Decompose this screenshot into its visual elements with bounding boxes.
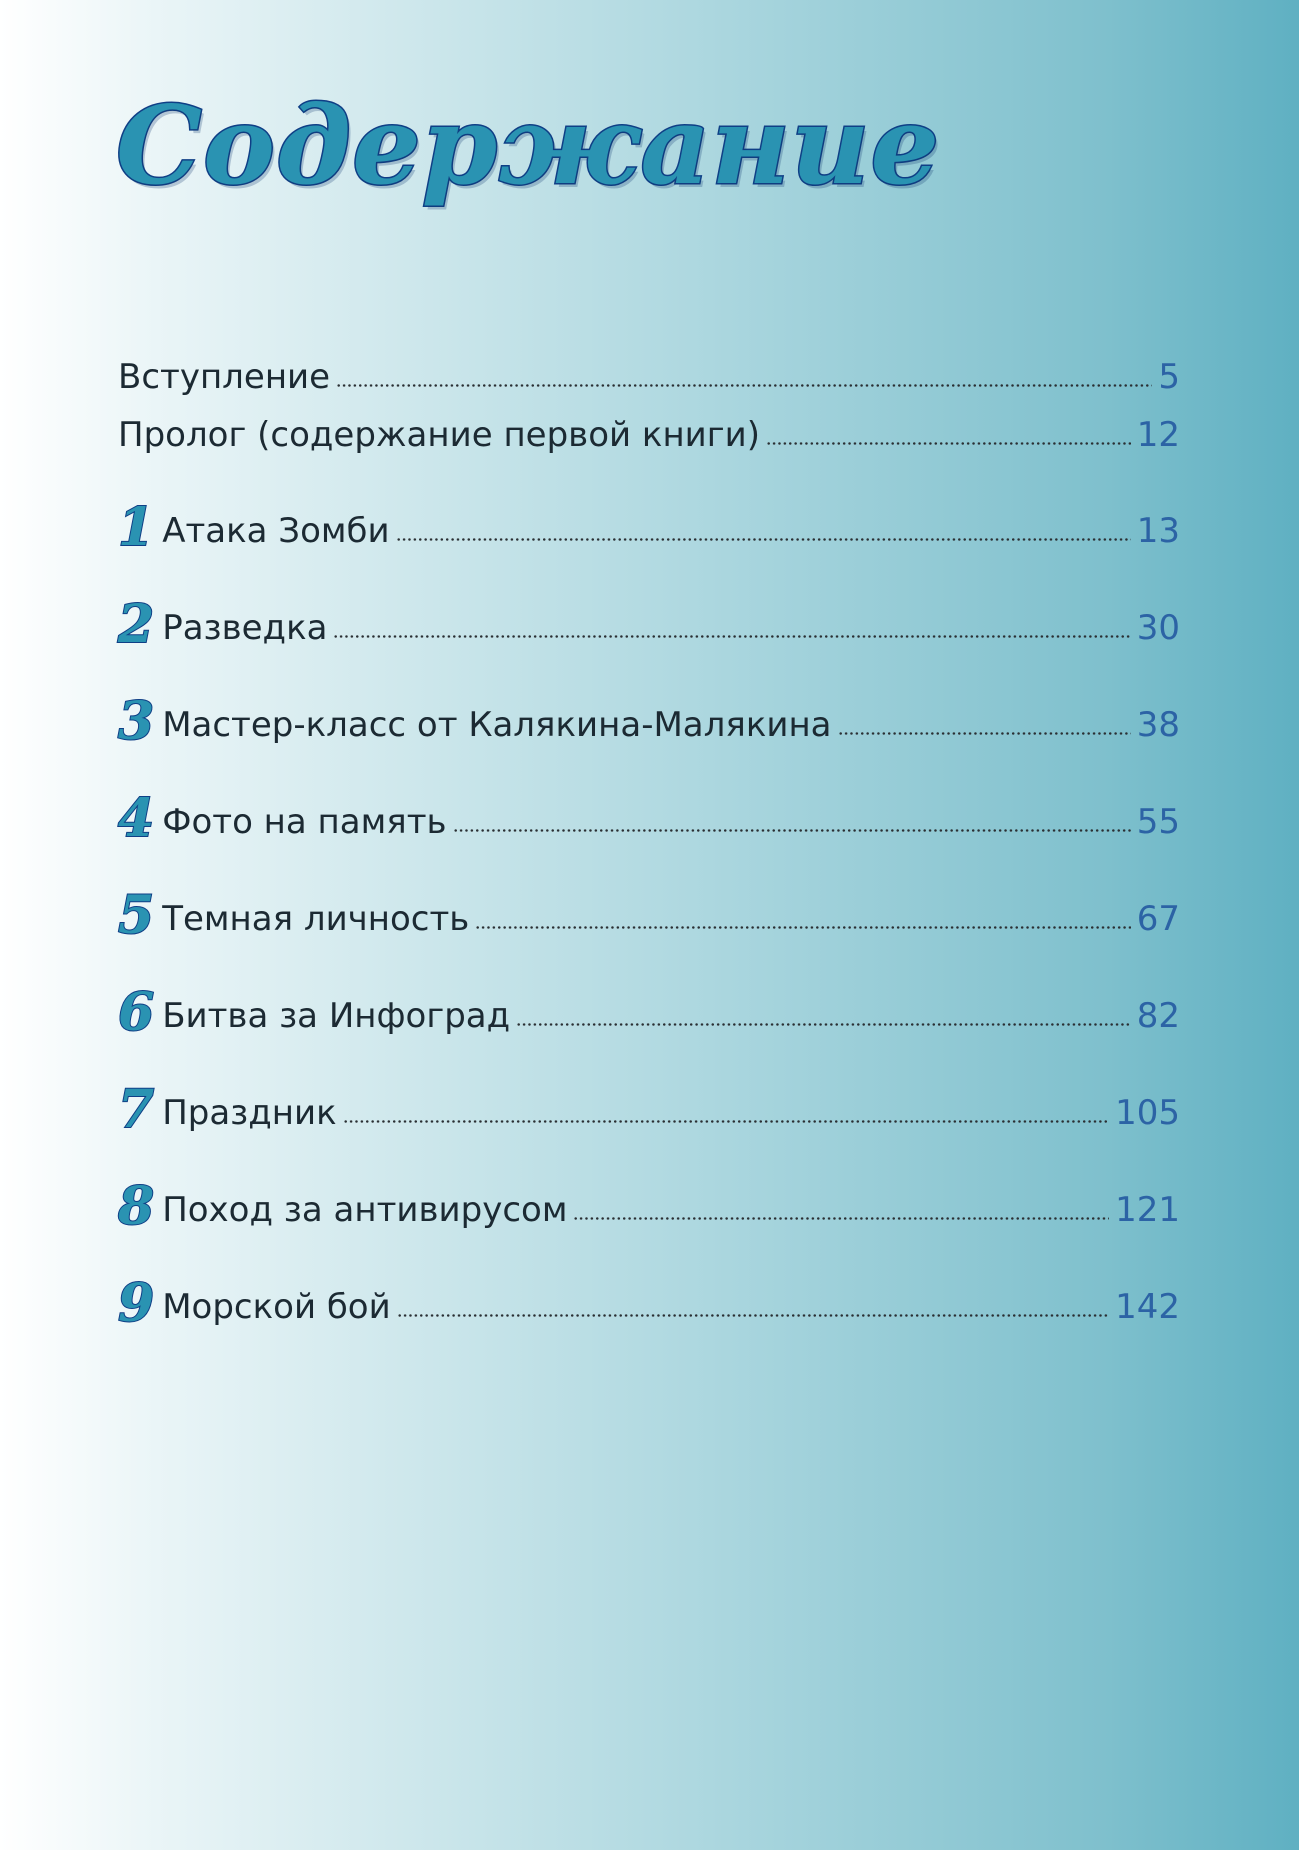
toc-entry-title: Поход за антивирусом [162, 1190, 568, 1230]
toc-chapter-3[interactable] [118, 691, 1180, 752]
chapter-number: 7 [118, 1079, 155, 1140]
toc-entry-title: Фото на память [162, 802, 447, 842]
toc-page-number: 67 [1136, 899, 1180, 939]
dot-leader [453, 829, 1131, 832]
toc-entry-title: Морской бой [162, 1287, 391, 1327]
dot-leader [336, 384, 1152, 387]
chapter-number: 1 [118, 497, 155, 558]
toc-chapter-1[interactable] [118, 497, 1180, 558]
chapter-number: 3 [118, 691, 155, 752]
toc-entry-prologue[interactable] [118, 404, 1180, 455]
toc-entry-title: Праздник [162, 1093, 337, 1133]
toc-chapter-4[interactable] [118, 788, 1180, 849]
toc-page-number: 30 [1136, 608, 1180, 648]
dot-leader [838, 732, 1131, 735]
dot-leader [397, 1314, 1109, 1317]
toc-entry-title: Темная личность [162, 899, 470, 939]
toc-page-number: 142 [1115, 1287, 1180, 1327]
toc-page-number: 13 [1136, 511, 1180, 551]
chapter-number: 5 [118, 885, 155, 946]
dot-leader [766, 442, 1131, 445]
dot-leader [475, 926, 1130, 929]
toc-page-number: 12 [1136, 415, 1180, 455]
chapter-number: 6 [118, 982, 155, 1043]
chapter-number: 4 [118, 788, 155, 849]
dot-leader [343, 1120, 1109, 1123]
dot-leader [516, 1023, 1131, 1026]
toc-page-number: 38 [1136, 705, 1180, 745]
toc-page-number: 82 [1136, 996, 1180, 1036]
toc-chapter-2[interactable] [118, 594, 1180, 655]
chapter-number: 8 [118, 1176, 155, 1237]
chapter-number: 9 [118, 1273, 155, 1334]
toc-entry-title: Мастер-класс от Калякина-Малякина [162, 705, 832, 745]
toc-chapter-6[interactable] [118, 982, 1180, 1043]
toc-entry-title: Битва за Инфоград [162, 996, 511, 1036]
toc-chapter-8[interactable] [118, 1176, 1180, 1237]
toc-entry-intro[interactable] [118, 346, 1180, 397]
toc-chapter-7[interactable] [118, 1079, 1180, 1140]
toc-chapter-5[interactable] [118, 885, 1180, 946]
dot-leader [396, 538, 1131, 541]
toc-chapter-9[interactable] [118, 1273, 1180, 1334]
toc-page-number: 5 [1158, 357, 1180, 397]
toc-entry-title: Атака Зомби [162, 511, 390, 551]
dot-leader [333, 635, 1130, 638]
toc-entry-title: Пролог (содержание первой книги) [118, 415, 760, 455]
dot-leader [573, 1217, 1109, 1220]
chapter-number: 2 [118, 594, 155, 655]
page-title: Содержание [116, 83, 941, 209]
toc-page-number: 121 [1115, 1190, 1180, 1230]
toc-entry-title: Вступление [118, 357, 331, 397]
toc-page-number: 105 [1115, 1093, 1180, 1133]
toc-page-number: 55 [1136, 802, 1180, 842]
toc-entry-title: Разведка [162, 608, 328, 648]
